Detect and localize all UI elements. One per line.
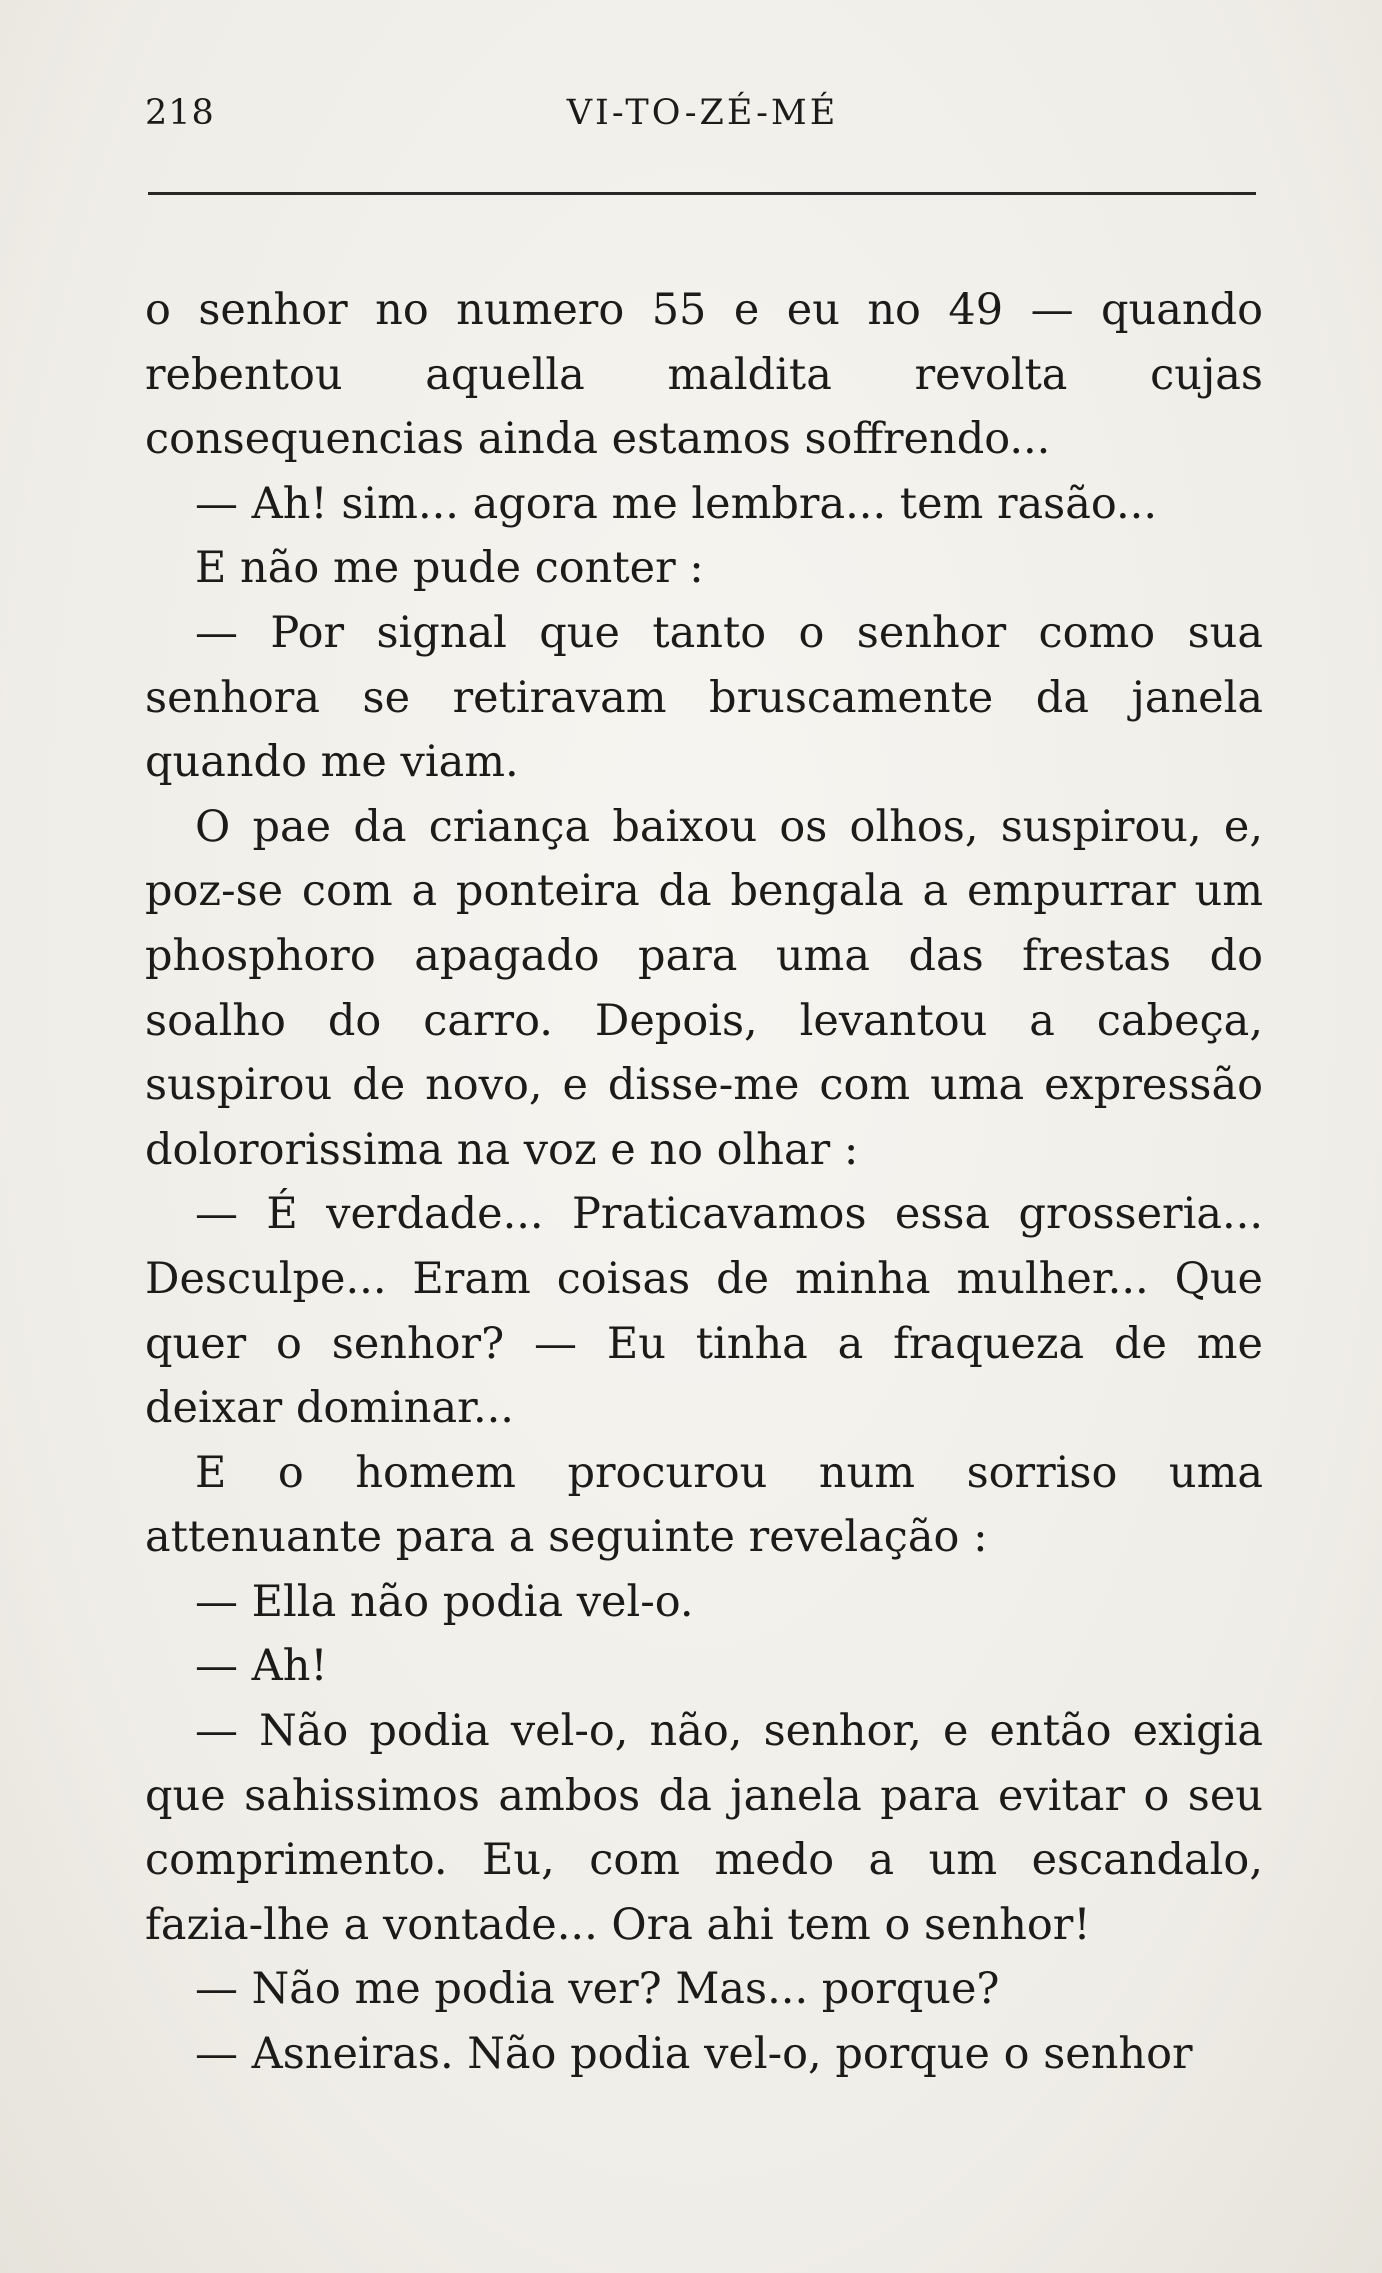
paragraph: o senhor no numero 55 e eu no 49 — quando rebentou aquella maldita revolta cujas consequencias ainda estamos soffrendo... <box>145 285 1263 465</box>
header-rule <box>148 192 1256 195</box>
paragraph: — Não podia vel-o, não, senhor, e então exigia que sahissimos ambos da janela para evitar o seu comprimento. Eu, com medo a um escandalo, fazia-lhe a vontade... Ora ahi tem o senhor! <box>145 1706 1263 1950</box>
page-number: 218 <box>145 93 215 133</box>
paragraph: — Por signal que tanto o senhor como sua senhora se retiravam bruscamente da janela quando me viam. <box>145 607 1263 788</box>
running-title: VI-TO-ZÉ-MÉ <box>566 93 839 133</box>
paragraph: E não me pude conter : <box>195 543 704 594</box>
paragraph: — Ella não podia vel-o. <box>195 1576 694 1627</box>
paragraph: E o homem procurou num sorriso uma attenuante para a seguinte revelação : <box>145 1447 1263 1563</box>
page-header <box>145 88 1260 138</box>
paragraph: — É verdade... Praticavamos essa grosseria... Desculpe... Eram coisas de minha mulher... Que quer o senhor? — Eu tinha a fraqueza de me deixar dominar... <box>145 1189 1263 1434</box>
paragraph: — Ah! <box>195 1641 328 1692</box>
paragraph: O pae da criança baixou os olhos, suspirou, e, poz-se com a ponteira da bengala a empurrar um phosphoro apagado para uma das frestas do soalho do carro. Depois, levantou a cabeça, suspirou de novo, e disse-me com uma expressão dolororissima na voz e no olhar : <box>145 801 1263 1175</box>
paragraph: — Ah! sim... agora me lembra... tem rasão... <box>195 478 1157 529</box>
paragraph: — Asneiras. Não podia vel-o, porque o senhor <box>195 2029 1193 2080</box>
paragraph: — Não me podia ver? Mas... porque? <box>195 1964 1000 2015</box>
body-text <box>145 278 1263 2087</box>
